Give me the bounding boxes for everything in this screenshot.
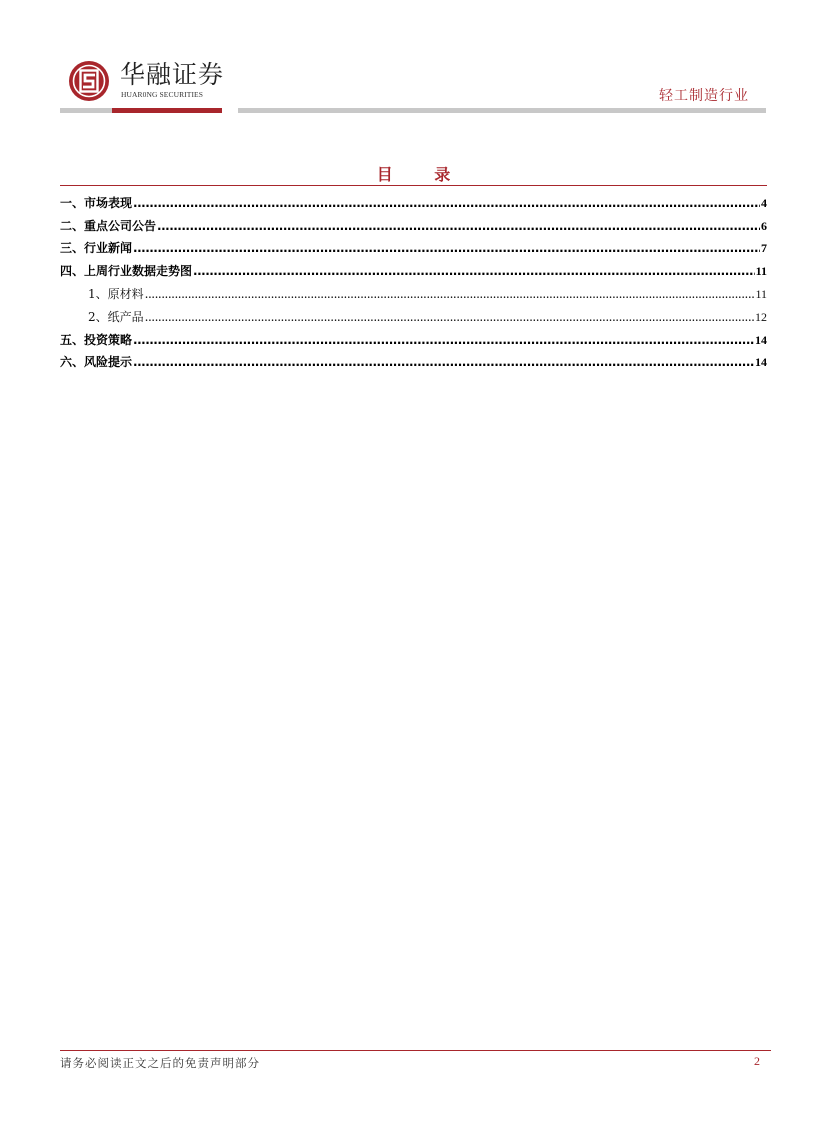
toc-entry-page: 11 (755, 264, 767, 279)
toc-entry-page: 4 (761, 195, 767, 210)
toc-entry-data-trends[interactable] (60, 256, 767, 279)
toc-entry-label: 二、重点公司公告 (60, 218, 157, 233)
toc-leader-dots (133, 354, 754, 370)
toc-entry-page: 6 (761, 218, 767, 233)
header-band-accent (112, 108, 222, 113)
toc-leader-dots (133, 332, 754, 348)
toc-entry-label: 一、市场表现 (60, 195, 133, 210)
huarong-logo-icon (68, 60, 110, 102)
toc-leader-dots (193, 263, 755, 279)
header-band-gap (222, 108, 238, 113)
disclaimer-note: 请务必阅读正文之后的免责声明部分 (60, 1056, 260, 1070)
toc-entry-announcements[interactable] (60, 211, 767, 234)
page-number: 2 (754, 1054, 760, 1068)
toc-entry-page: 14 (755, 355, 767, 370)
toc-title: 目 录 (376, 165, 469, 184)
toc-entry-page: 7 (761, 241, 767, 256)
toc-leader-dots (145, 286, 755, 302)
toc-leader-dots (133, 240, 760, 256)
brand-name-en: HUAR0NG SECURITIES (121, 90, 204, 99)
toc-entry-label: 四、上周行业数据走势图 (60, 264, 193, 279)
toc-entry-risk[interactable] (60, 348, 767, 371)
toc-leader-dots (145, 309, 754, 325)
toc-entry-market[interactable] (60, 188, 767, 211)
toc-entry-label: 三、行业新闻 (60, 241, 133, 256)
toc-entry-strategy[interactable] (60, 325, 767, 348)
toc-entry-page: 11 (755, 286, 767, 301)
industry-label: 轻工制造行业 (659, 88, 749, 104)
toc-divider (60, 185, 767, 186)
toc-entry-news[interactable] (60, 234, 767, 257)
toc-entry-raw-materials[interactable] (60, 279, 767, 302)
table-of-contents (60, 188, 767, 370)
toc-entry-paper-products[interactable] (60, 302, 767, 325)
toc-leader-dots (157, 218, 760, 234)
toc-entry-label: 五、投资策略 (60, 332, 133, 347)
footer-divider (60, 1050, 771, 1051)
toc-entry-page: 12 (755, 309, 767, 324)
toc-leader-dots (133, 195, 760, 211)
toc-entry-page: 14 (755, 332, 767, 347)
toc-entry-label: 1、原材料 (88, 286, 144, 301)
toc-entry-label: 六、风险提示 (60, 355, 133, 370)
toc-entry-label: 2、纸产品 (88, 309, 144, 324)
brand-name-cn: 华融证券 (120, 60, 225, 89)
